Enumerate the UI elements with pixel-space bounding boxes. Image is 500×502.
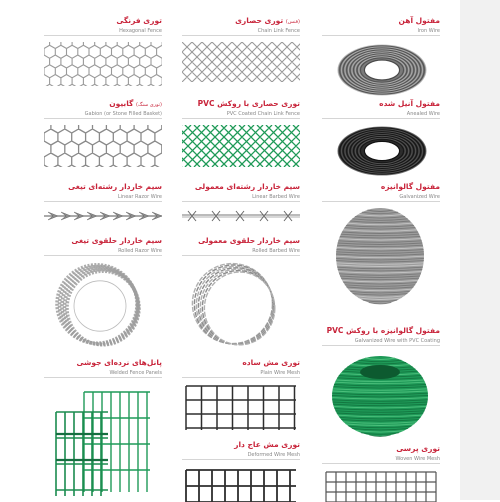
divider [44, 377, 162, 378]
divider [44, 255, 162, 256]
divider [322, 345, 440, 346]
item-title [109, 99, 162, 108]
chain-link-mesh-icon [182, 42, 300, 86]
divider [182, 377, 300, 378]
plain-wire-mesh-icon [182, 384, 300, 432]
woven-wire-mesh-icon [322, 470, 440, 502]
item-subtitle: Linear Razor Wire [117, 194, 162, 200]
divider [182, 201, 300, 202]
page-margin [460, 0, 500, 500]
divider [182, 35, 300, 36]
item-title: توری فرنگی [116, 16, 162, 25]
item-subtitle: Rolled Razor Wire [118, 248, 162, 254]
item-title: مفتول گالوانیزه [380, 182, 440, 191]
item-subtitle: Gabion (or Stone Filled Basket) [84, 111, 162, 117]
item-subtitle: Anealed Wire [406, 111, 440, 117]
title-note: (فنس) [285, 19, 300, 25]
item-subtitle: Iron Wire [417, 28, 440, 34]
item-title: توری پرسی [396, 444, 440, 453]
razor-wire-strand-icon [44, 208, 162, 224]
title-note: (توری سنگ) [136, 102, 162, 108]
divider [322, 35, 440, 36]
item-title: توری حصاری با روکش PVC [197, 99, 300, 108]
item-subtitle: Hexagonal Fence [119, 28, 162, 34]
deformed-wire-mesh-icon [182, 466, 300, 502]
divider [182, 459, 300, 460]
item-subtitle: Deformed Wire Mesh [247, 452, 300, 458]
item-subtitle: Galvanized Wire [399, 194, 440, 200]
annealed-wire-coil-icon [322, 125, 440, 177]
item-subtitle: Chain Link Fence [257, 28, 300, 34]
divider [322, 201, 440, 202]
galvanized-wire-coil-icon [322, 208, 440, 308]
item-subtitle: Galvanized Wire with PVC Coating [354, 338, 440, 344]
item-title: سیم خاردار رشته‌ای تیغی [68, 182, 162, 191]
divider [44, 118, 162, 119]
welded-fence-panel-icon [44, 384, 162, 496]
hexagonal-mesh-icon [44, 42, 162, 104]
item-title: سیم خاردار حلقوی تیغی [71, 236, 162, 245]
divider [322, 118, 440, 119]
item-subtitle: Linear Barbed Wire [252, 194, 300, 200]
item-subtitle: Rolled Barbed Wire [252, 248, 300, 254]
divider [44, 35, 162, 36]
barbed-wire-strand-icon [182, 208, 300, 224]
item-subtitle: Plain Wire Mesh [260, 370, 300, 376]
item-subtitle: PVC Coated Chain Link Fence [226, 111, 300, 117]
iron-wire-coil-icon [322, 42, 440, 98]
divider [44, 201, 162, 202]
item-title: توری مش ساده [242, 358, 300, 367]
item-title [235, 16, 300, 25]
divider [182, 118, 300, 119]
item-subtitle: Woven Wire Mesh [395, 456, 440, 462]
item-subtitle: Welded Fence Panels [109, 370, 162, 376]
pvc-chain-link-mesh-icon [182, 125, 300, 171]
title-text: گابیون [109, 99, 134, 108]
item-title: سیم خاردار حلقوی معمولی [198, 236, 300, 245]
divider [322, 463, 440, 464]
item-title: مفتول گالوانیزه با روکش PVC [326, 326, 440, 335]
razor-wire-coil-icon [44, 262, 162, 352]
item-title: مفتول آنیل شده [379, 99, 440, 108]
item-title: پانل‌های نرده‌ای جوشی [76, 358, 162, 367]
item-title: سیم خاردار رشته‌ای معمولی [194, 182, 300, 191]
divider [182, 255, 300, 256]
item-title: مفتول آهن [398, 16, 440, 25]
gabion-mesh-icon [44, 125, 162, 173]
item-title: توری مش عاج دار [234, 440, 300, 449]
pvc-wire-coil-icon [322, 352, 440, 438]
title-text: توری حصاری [235, 16, 284, 25]
barbed-wire-coil-icon [182, 262, 300, 352]
